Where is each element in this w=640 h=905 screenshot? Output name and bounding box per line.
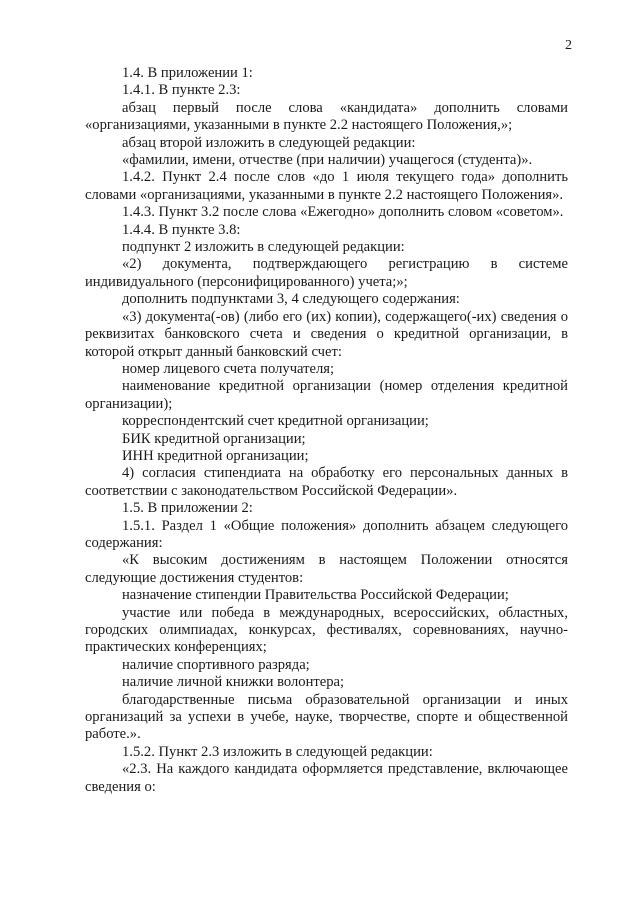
paragraph: «2) документа, подтверждающего регистрацию в системе индивидуального (персонифицированного) учета;»;: [85, 256, 568, 290]
paragraph: 1.5.1. Раздел 1 «Общие положения» дополнить абзацем следующего содержания:: [85, 517, 568, 551]
page-number: 2: [565, 38, 572, 53]
paragraph: подпункт 2 изложить в следующей редакции:: [122, 239, 405, 256]
paragraph: ИНН кредитной организации;: [122, 447, 309, 464]
paragraph: 1.4.3. Пункт 3.2 после слова «Ежегодно» дополнить словом «советом».: [122, 204, 564, 221]
document-body: [85, 65, 568, 796]
paragraph: «3) документа(-ов) (либо его (их) копии), содержащего(-их) сведения о реквизитах банковского счета и сведения о кредитной организации, в которой открыт данный банковский счет:: [85, 308, 568, 360]
paragraph: 4) согласия стипендиата на обработку его персональных данных в соответствии с законодательством Российской Федерации».: [85, 465, 568, 499]
paragraph: наименование кредитной организации (номер отделения кредитной организации);: [85, 378, 568, 412]
paragraph: благодарственные письма образовательной организации и иных организаций за успехи в учебе, науке, творчестве, спорте и общественной работе.».: [85, 691, 568, 743]
paragraph: номер лицевого счета получателя;: [122, 360, 335, 377]
paragraph: 1.4.4. В пункте 3.8:: [122, 221, 241, 238]
paragraph: наличие личной книжки волонтера;: [122, 674, 345, 691]
paragraph: дополнить подпунктами 3, 4 следующего содержания:: [122, 291, 460, 308]
paragraph: назначение стипендии Правительства Российской Федерации;: [122, 587, 509, 604]
paragraph: 1.4.2. Пункт 2.4 после слов «до 1 июля текущего года» дополнить словами «организациями, указанными в пункте 2.2 настоящего Положения».: [85, 169, 568, 203]
paragraph: 1.4.1. В пункте 2.3:: [122, 82, 241, 99]
paragraph: «фамилии, имени, отчестве (при наличии) учащегося (студента)».: [122, 152, 533, 169]
paragraph: участие или победа в международных, всероссийских, областных, городских олимпиадах, конкурсах, фестивалях, соревнованиях, научно-практических конференциях;: [85, 604, 568, 656]
paragraph: наличие спортивного разряда;: [122, 656, 310, 673]
paragraph: 1.5. В приложении 2:: [122, 500, 253, 517]
paragraph: «К высоким достижениям в настоящем Положении относятся следующие достижения студентов:: [85, 552, 568, 586]
paragraph: абзац второй изложить в следующей редакции:: [122, 134, 416, 151]
paragraph: 1.4. В приложении 1:: [122, 65, 253, 81]
paragraph: корреспондентский счет кредитной организации;: [122, 413, 429, 430]
paragraph: абзац первый после слова «кандидата» дополнить словами «организациями, указанными в пункте 2.2 настоящего Положения,»;: [85, 99, 568, 134]
paragraph: «2.3. На каждого кандидата оформляется представление, включающее сведения о:: [85, 761, 568, 795]
paragraph: 1.5.2. Пункт 2.3 изложить в следующей редакции:: [122, 743, 433, 760]
paragraph: БИК кредитной организации;: [122, 430, 306, 447]
